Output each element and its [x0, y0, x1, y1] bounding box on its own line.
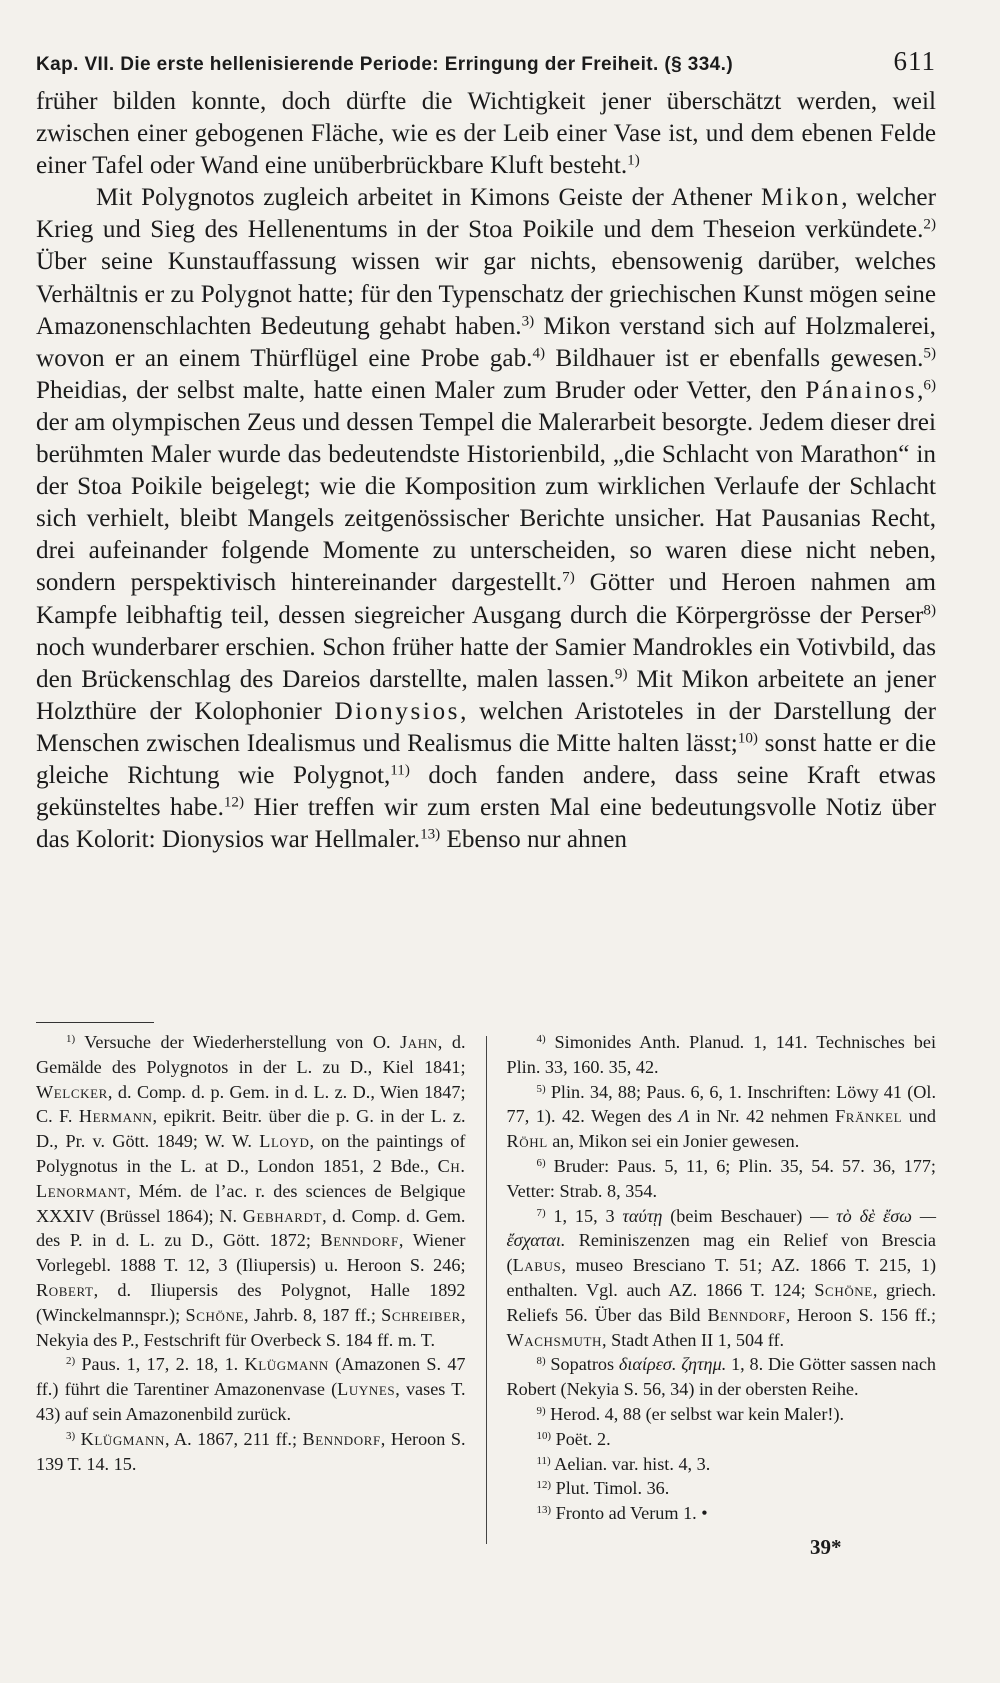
footnote-ref: 1) [66, 1033, 76, 1045]
footnote-ref: 2) [923, 217, 936, 234]
footnote [507, 1352, 937, 1402]
printer-signature: 39* [810, 1535, 842, 1559]
author-name: Wachsmuth [506, 1329, 603, 1350]
footnotes [36, 1030, 936, 1544]
author-name: Schreiber [381, 1304, 461, 1325]
footnote-ref: 12) [536, 1479, 552, 1492]
main-text [36, 86, 936, 856]
footnote-ref: 5) [536, 1082, 546, 1095]
text-run: Reminiszenzen mag ein Relief von Brescia ( [506, 1230, 936, 1276]
text-run: Pheidias, der selbst malte, hatte einen Maler zum Bruder oder Vetter, den [36, 376, 806, 404]
text-run: Sopatros [545, 1354, 619, 1375]
greek-text: τὸ δὲ ἔσω — ἔσχαται. [506, 1205, 937, 1251]
author-name: Robert [36, 1279, 94, 1300]
text-run: , vases T. 43) auf sein Amazonenbild zurück. [36, 1379, 466, 1424]
text-run: Ebenso nur ahnen [440, 826, 627, 854]
author-name: Hermann [78, 1106, 153, 1127]
text-run: , A. 1867, 211 ff.; [164, 1428, 303, 1449]
text-run: , [917, 376, 924, 404]
author-name: Gebhardt [242, 1205, 323, 1226]
footnote-ref: 3) [521, 313, 535, 330]
text-run: , museo Bresciano T. 51; AZ. 1866 T. 215, 1) enthalten. Vgl. auch AZ. 1866 T. 124; [506, 1255, 936, 1300]
footnote-ref: 7) [536, 1206, 546, 1219]
text-run: , Stadt Athen II 1, 504 ff. [602, 1329, 785, 1350]
text-run: Paus. 1, 17, 2. 18, 1. [75, 1354, 245, 1375]
footnote [507, 1154, 937, 1204]
text-run: Herod. 4, 88 (er selbst war kein Maler!). [545, 1403, 845, 1424]
footnote-ref: 8) [923, 602, 936, 619]
author-name: Benndorf [707, 1304, 786, 1325]
text-run: Hier treffen wir zum ersten Mal eine bedeutungsvolle Notiz über das Kolorit: Dionysios war Hellmaler. [36, 794, 936, 854]
footnote-ref: 5) [923, 345, 936, 362]
footnote [36, 1352, 466, 1426]
text-run: Götter und Heroen nahmen am Kampfe leibhaftig teil, dessen siegreicher Ausgang durch die Körpergrösse der Perser [36, 569, 936, 629]
emphasized-name: Dionysios [334, 697, 461, 725]
text-run: sonst hatte er die gleiche Richtung wie Polygnot, [36, 729, 937, 789]
footnote-ref: 10) [536, 1429, 552, 1442]
footnote-ref: 7) [562, 570, 575, 587]
footnote [507, 1030, 937, 1080]
footnote-ref: 8) [536, 1355, 546, 1368]
footnote-ref: 13) [420, 826, 441, 843]
column-divider [486, 1036, 487, 1544]
text-run: Versuche der Wiederherstellung von O. [75, 1032, 401, 1052]
text-run: an, Mikon sei ein Jonier gewesen. [547, 1131, 800, 1152]
text-run: Aelian. var. hist. 4, 3. [550, 1453, 711, 1474]
footnote-ref: 11) [536, 1454, 551, 1467]
footnote-ref: 13) [536, 1504, 552, 1517]
author-name: Fränkel [835, 1106, 903, 1127]
author-name: Klügmann [244, 1354, 329, 1375]
text-run: , Nekyia des P., Festschrift für Overbeck S. 184 ff. m. T. [36, 1304, 466, 1350]
text-run: in Nr. 42 nehmen [689, 1106, 836, 1127]
text-run: Mit Polygnotos zugleich arbeitet in Kimons Geiste der Athener [96, 184, 762, 212]
text-run: (Amazonen S. 47 ff.) führt die Tarentiner Amazonenvase ( [36, 1354, 466, 1400]
text-run: , Mém. de l’ac. r. des sciences de Belgique XXXIV (Brüssel 1864); N. [36, 1180, 466, 1226]
author-name: Schöne [185, 1304, 244, 1325]
footnote-ref: 4) [532, 345, 546, 362]
text-run: noch wunderbarer erschien. Schon früher hatte der Samier Mandrokles ein Votivbild, das den Brückenschlag des Dareios darstellte, malen lassen. [36, 633, 936, 693]
text-run: Simonides Anth. Planud. 1, 141. Technisches bei Plin. 33, 160. 35, 42. [506, 1032, 936, 1077]
footnote [507, 1402, 937, 1427]
author-name: Lloyd [259, 1131, 310, 1152]
text-run: Fronto ad Verum 1. • [551, 1503, 708, 1524]
text-run: , d. Comp. d. p. Gem. in d. L. z. D., Wien 1847; C. F. [36, 1081, 466, 1127]
paragraph-1 [36, 86, 936, 182]
footnote-ref: 11) [390, 762, 410, 779]
footnote-ref: 6) [923, 377, 936, 394]
footnote [507, 1080, 937, 1154]
footnote-ref: 6) [536, 1156, 546, 1169]
text-run: , d. Gemälde des Polygnotos in der L. zu D., Kiel 1841; [36, 1032, 466, 1077]
text-run: und [902, 1106, 936, 1127]
footnote [507, 1476, 937, 1501]
emphasized-name: Mikon [761, 184, 842, 212]
text-run: Über seine Kunstauffassung wissen wir gar nichts, ebensowenig darüber, welches Verhältnis er zu Polygnot hatte; für den Typenschatz der griechischen Kunst mögen seine Amazonenschlachten Bedeutung gehabt haben. [36, 248, 936, 340]
footnote [507, 1204, 937, 1353]
text-run: Mikon verstand sich auf Holzmalerei, wovon er an einem Thürflügel eine Probe gab. [36, 312, 936, 372]
footnote-ref: 3) [66, 1429, 76, 1442]
footnote-ref: 2) [66, 1355, 76, 1368]
text-run: , griech. Reliefs 56. Über das Bild [506, 1279, 936, 1325]
greek-text: ταύτῃ [622, 1205, 663, 1226]
footnote-separator [36, 1022, 154, 1023]
footnote [507, 1427, 937, 1452]
author-name: Benndorf [302, 1428, 381, 1449]
footnotes-left-column [36, 1030, 466, 1544]
greek-text: διαίρεσ. ζητημ. [618, 1354, 727, 1375]
text-run: Bruder: Paus. 5, 11, 6; Plin. 35, 54. 57. 36, 177; Vetter: Strab. 8, 354. [506, 1155, 936, 1201]
text-run: , Jahrb. 8, 187 ff.; [244, 1304, 382, 1325]
text-run: , d. Iliupersis des Polygnot, Halle 1892 (Winckelmannspr.); [36, 1279, 466, 1325]
author-name: Klügmann [80, 1428, 165, 1449]
author-name: Jahn [400, 1032, 438, 1052]
footnote-ref: 12) [223, 794, 245, 811]
author-name: Luynes [337, 1379, 396, 1400]
author-name: Welcker [36, 1081, 108, 1102]
paragraph-2 [36, 182, 936, 856]
footnote [36, 1427, 466, 1477]
page-number: 611 [893, 46, 936, 76]
text-run: Mit Mikon arbeitete an jener Holzthüre der Kolophonier [36, 665, 936, 725]
footnote-ref: 9) [614, 666, 628, 683]
footnote-ref: 4) [536, 1033, 546, 1045]
text-run: , welcher Krieg und Sieg des Hellenentums in der Stoa Poikile und dem Theseion verkündete. [36, 184, 936, 244]
footnote [507, 1452, 937, 1477]
text-run: der am olympischen Zeus und dessen Tempel die Malerarbeit besorgte. Jedem dieser drei berühmten Maler wurde das bedeutendste Historienbild, „die Schlacht von Marathon“ in der Stoa Poikile beigelegt; wie die Komposition zum wirklichen Verlaufe der Schlacht sich verhielt, bleibt Mangels zeitgenössischer Berichte unsicher. Hat Pausanias Recht, drei aufeinander folgende Momente zu unterscheiden, so waren diese nicht neben, sondern perspektivisch hintereinander dargestellt. [36, 408, 936, 597]
paragraph-1-text: früher bilden konnte, doch dürfte die Wichtigkeit jener überschätzt werden, weil zwischen einer gebogenen Fläche, wie es der Leib einer Vase ist, und dem ebenen Felde einer Tafel oder Wand eine unüberbrückbare Kluft besteht. [36, 88, 936, 180]
author-name: Labus [512, 1255, 562, 1276]
running-title: Kap. VII. Die erste hellenisierende Periode: Erringung der Freiheit. (§ 334.) [36, 54, 734, 75]
text-run: Plut. Timol. 36. [551, 1478, 670, 1499]
text-run: (beim Beschauer) — [662, 1205, 837, 1226]
text-run: Plin. 34, 88; Paus. 6, 6, 1. Inschriften: Löwy 41 (Ol. 77, 1). 42. Wegen des [506, 1081, 936, 1127]
footnote-ref: 1) [627, 152, 640, 169]
running-header [36, 46, 936, 90]
emphasized-name: Pánainos [805, 376, 918, 404]
footnote-ref: 10) [737, 730, 758, 747]
footnotes-right-column [507, 1030, 937, 1544]
text-run: , welchen Aristoteles in der Darstellung der Menschen zwischen Idealismus und Realismus die Mitte halten lässt; [36, 697, 936, 757]
greek-text: Λ [678, 1106, 690, 1127]
footnote [36, 1030, 466, 1352]
text-run: 1, 8. Die Götter sassen nach Robert (Nekyia S. 56, 34) in der obersten Reihe. [506, 1354, 937, 1400]
footnote [507, 1501, 937, 1526]
author-name: Schöne [814, 1279, 873, 1300]
text-run: , Heroon S. 139 T. 14. 15. [36, 1428, 466, 1474]
footnote-ref: 9) [536, 1404, 546, 1417]
text-run: 1, 15, 3 [545, 1205, 623, 1226]
author-name: Ch. Lenormant [36, 1155, 466, 1201]
text-run: , d. Comp. d. Gem. des P. in d. L. zu D., Gött. 1872; [36, 1205, 466, 1251]
text-run: Bildhauer ist er ebenfalls gewesen. [545, 344, 924, 372]
text-run: doch fanden andere, dass seine Kraft etwas gekünsteltes habe. [36, 761, 936, 822]
text-run: , Wiener Vorlegebl. 1888 T. 12, 3 (Iliupersis) u. Heroon S. 246; [36, 1230, 466, 1276]
text-run: , on the paintings of Polygnotus in the L. at D., London 1851, 2 Bde., [36, 1131, 466, 1176]
text-run: , Heroon S. 156 ff.; [785, 1304, 937, 1325]
text-run: , epikrit. Beitr. über die p. G. in der L. z. D., Pr. v. Gött. 1849; W. W. [36, 1106, 466, 1152]
text-run: Poët. 2. [551, 1428, 611, 1449]
author-name: Benndorf [320, 1230, 399, 1251]
author-name: Röhl [506, 1131, 548, 1152]
